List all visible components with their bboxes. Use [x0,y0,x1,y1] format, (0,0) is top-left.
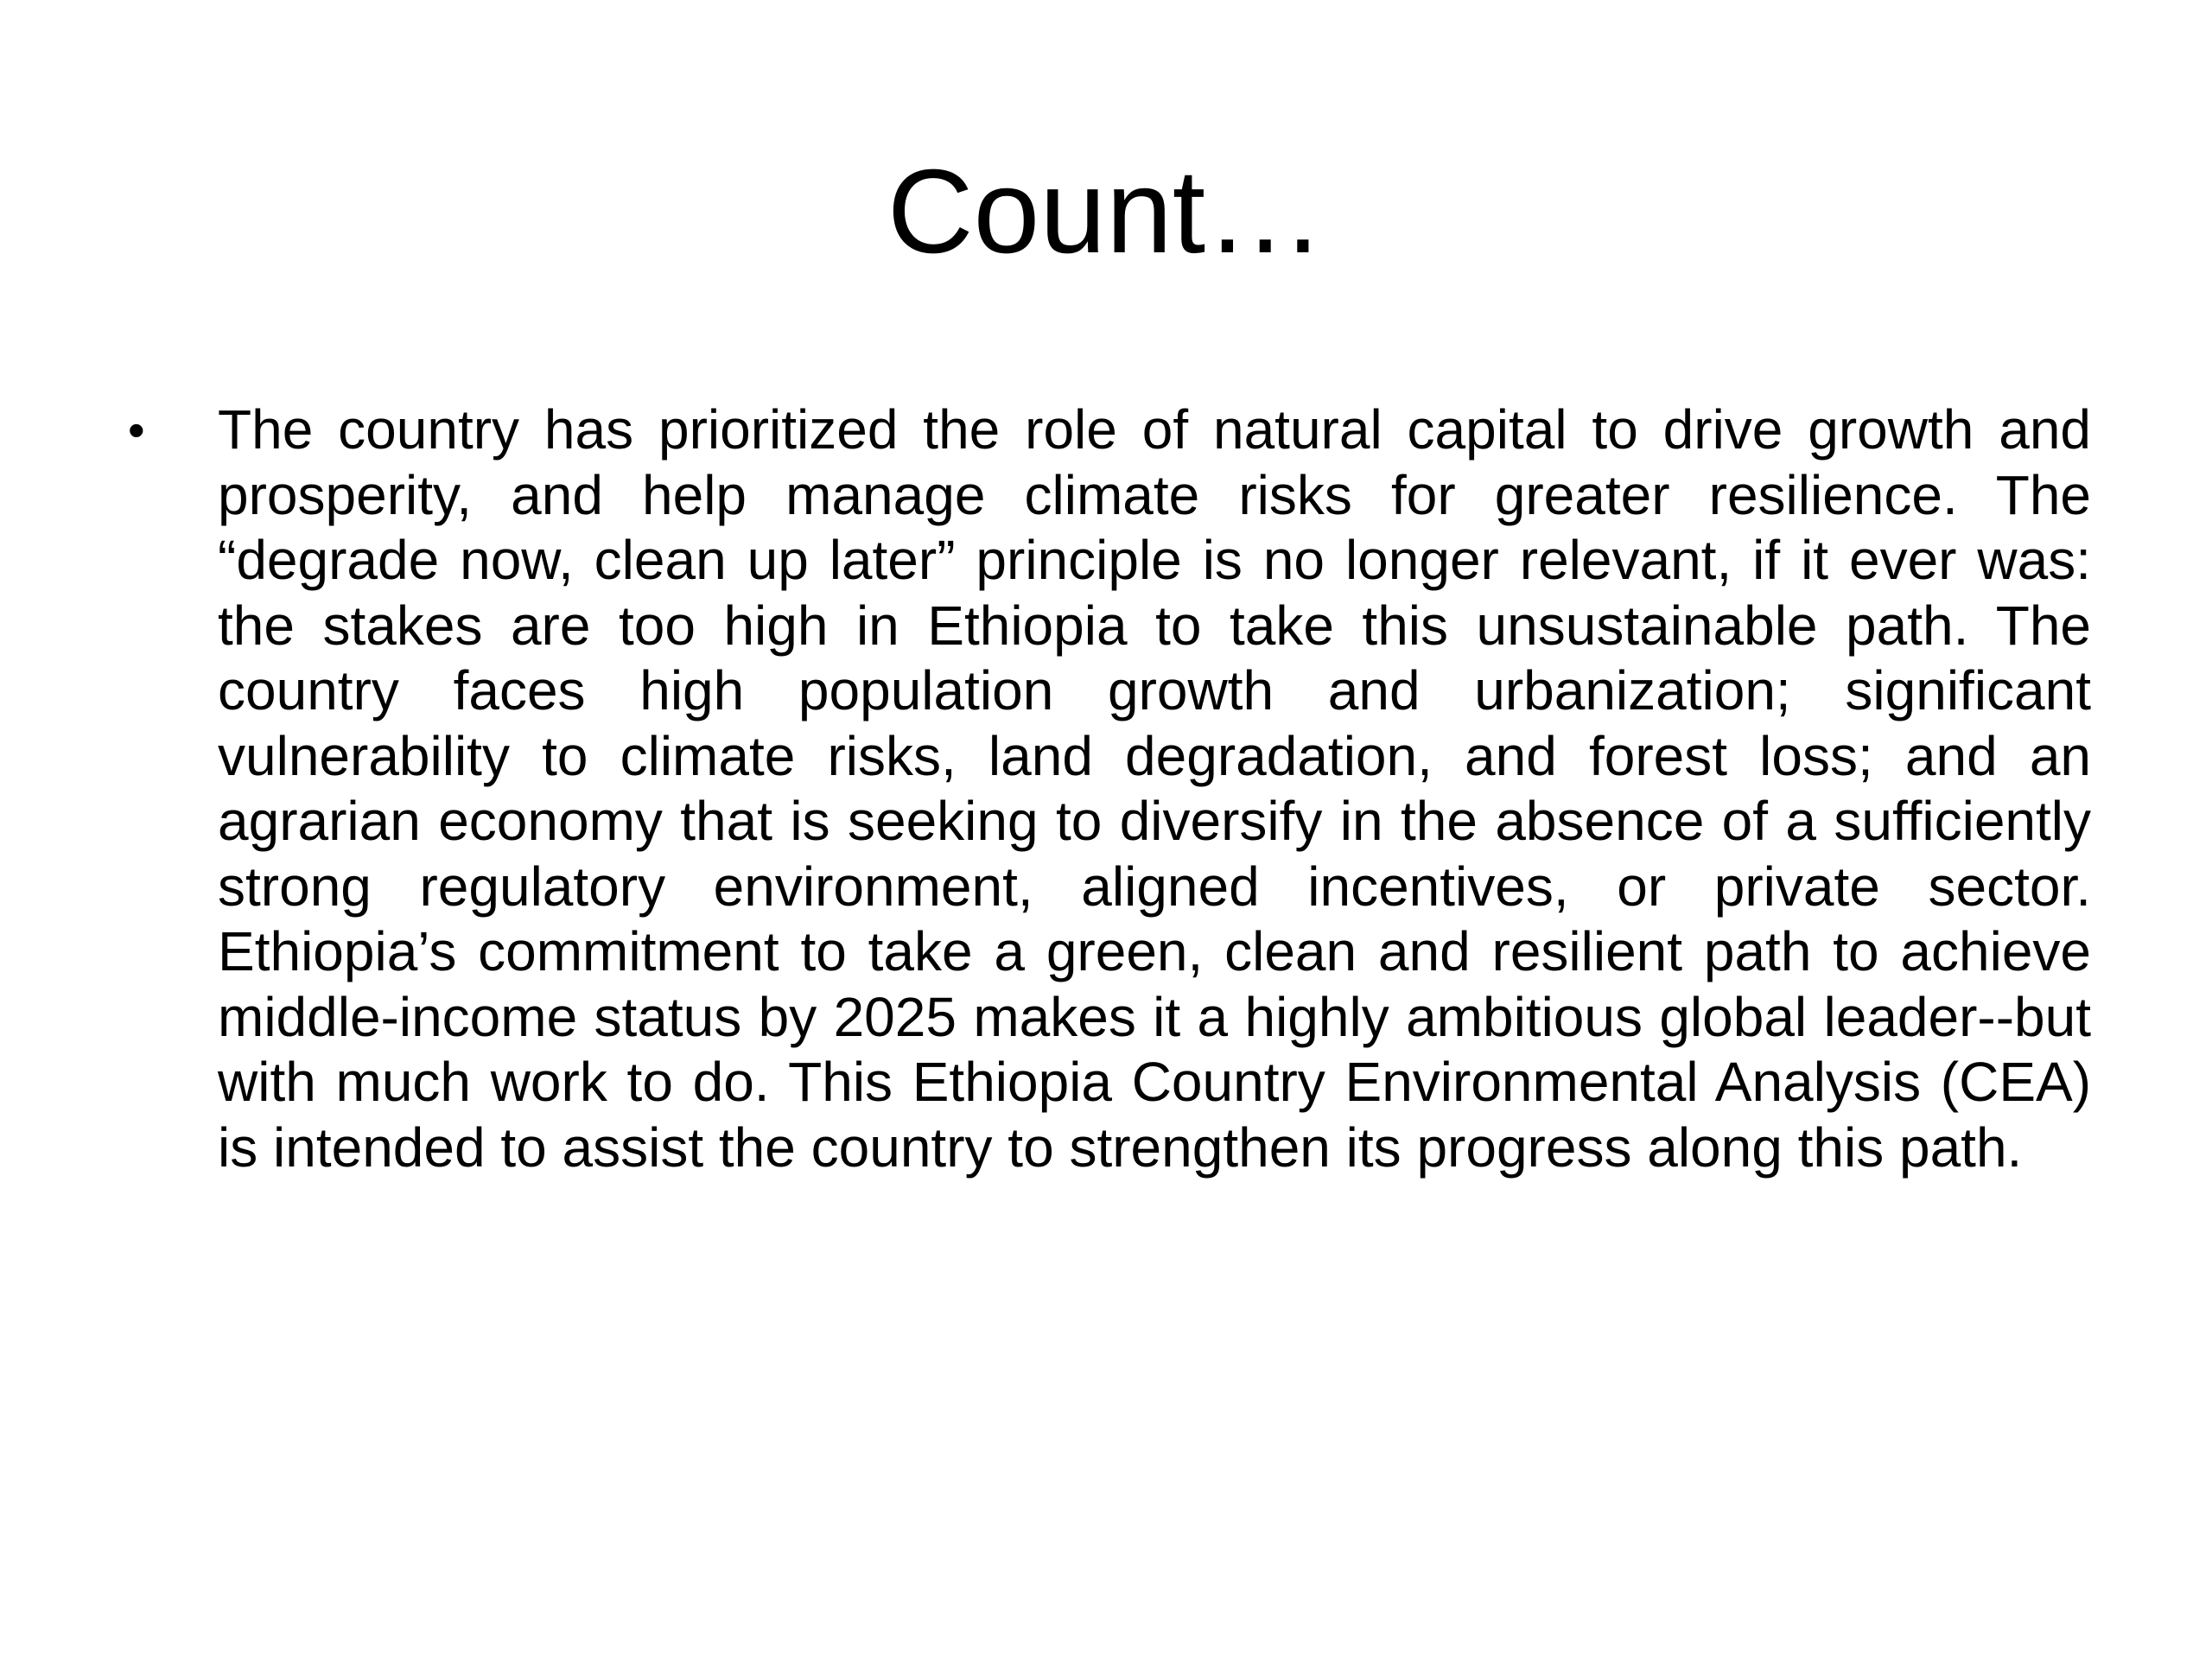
bullet-item [128,397,2091,1180]
bullet-text: The country has prioritized the role of natural capital to drive growth and prosperity, and help manage climate risks for greater resilience. The “degrade now, clean up later” principle is no longer relevant, if it ever was: the stakes are too high in Ethiopia to take this unsustainable path. The country faces high population growth and urbanization; significant vulnerability to climate risks, land degradation, and forest loss; and an agrarian economy that is seeking to diversify in the absence of a sufficiently strong regulatory environment, aligned incentives, or private sector. Ethiopia’s commitment to take a green, clean and resilient path to achieve middle-income status by 2025 makes it a highly ambitious global leader--but with much work to do. This Ethiopia Country Environmental Analysis (CEA) is intended to assist the country to strengthen its progress along this path. [218,398,2091,1179]
bullet-list [128,397,2091,1180]
slide-title: Count… [887,145,1325,278]
bullet-marker: • [128,403,145,457]
